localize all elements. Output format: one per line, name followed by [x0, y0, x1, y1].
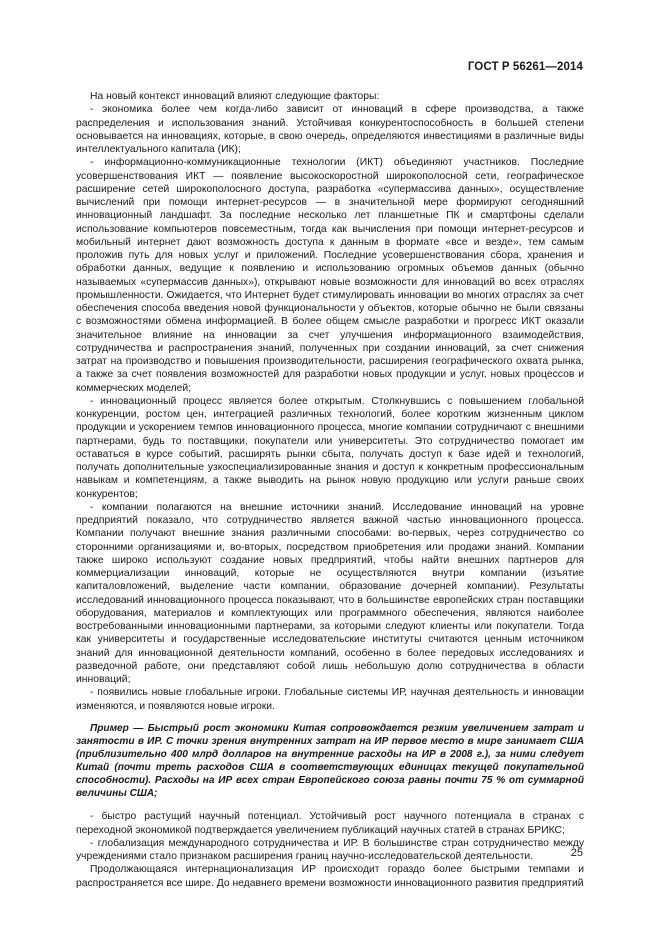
list-item-scientific-potential: - быстро растущий научный потенциал. Устойчивый рост научного потенциала в странах с переходной экономикой подтверждается увеличением публикаций научных статей в странах БРИКС; [76, 811, 584, 836]
list-item-economy: - экономика более чем когда-либо зависит от инноваций в сфере производства, а также распределения и использования знаний. Устойчивая конкурентоспособность в большей степени основывается на инновациях, которые, в свою очередь, определяются инвестициями в различные виды интеллектуального капитала (ИК); [76, 104, 584, 155]
closing-paragraph: Продолжающаяся интернационализация ИР происходит гораздо более быстрыми темпами и распространяется все шире. До недавнего времени возможности инновационного развития предприятий [76, 864, 584, 889]
example-note: Пример — Быстрый рост экономики Китая сопровождается резким увеличением затрат и занятости в ИР. С точки зрения внутренних затрат на ИР первое место в мире занимает США (приблизительно 400 млрд долларов на внутренние расходы на ИР в 2008 г.), за ними следует Китай (почти треть расходов США в соответствующих единицах текущей покупательной способности). Расходы на ИР всех стран Европейского союза равны почти 75 % от суммарной величины США; [76, 722, 584, 800]
intro-paragraph: На новый контекст инноваций влияют следующие факторы: [90, 91, 380, 102]
page-number: 25 [570, 847, 583, 859]
list-item-new-global-players: - появились новые глобальные игроки. Глобальные системы ИР, научная деятельность и инновации изменяются, и появляются новые игроки. [76, 687, 584, 712]
list-item-external-knowledge: - компании полагаются на внешние источники знаний. Исследование инноваций на уровне предприятий показало, что сотрудничество является важной частью инновационного процесса. Компании получают внешние знания различными способами: во-первых, через сотрудничество со сторонними организациями и, во-вторых, посредством приобретения или продажи знаний. Компании также широко используют создание новых предприятий, чтобы найти внешних партнеров для коммерциализации инноваций, которые не осуществляются внутри компании (изъятие капиталовложений, выделение части компании, образование дочерней компании). Результаты исследований инновационного процесса показывают, что в большинстве европейских стран поставщики оборудования, материалов и комплектующих или программного обеспечения, являются наиболее востребованными инновационными партнерами, за которыми следуют клиенты или покупатели. Тогда как университеты и государственные исследовательские институты считаются ценным источником знаний для инновационной деятельности компаний, особенно в более передовых исследованиях и разведочной работе, они представляют собой лишь небольшую долю сотрудничества в области инноваций; [76, 501, 584, 685]
list-item-open-innovation: - инновационный процесс является более открытым. Столкнувшись с повышением глобальной конкуренции, ростом цен, интеграцией различных технологий, более коротким жизненным циклом продукции и ускорением темпов инновационного процесса, многие компании сотрудничают с внешними партнерами, будь то поставщики, покупатели или университеты. Это сотрудничество помогает им оставаться в курсе событий, расширять рынки сбыта, получать доступ к базе идей и технологий, получать дополнительные узкоспециализированные знания и доступ к конкретным профессиональным навыкам и компетенциям, а также выводить на рынок новую продукцию или услуги раньше своих конкурентов; [76, 395, 584, 500]
standard-code-header: ГОСТ Р 56261—2014 [467, 61, 583, 73]
list-item-ict: - информационно-коммуникационные технологии (ИКТ) объединяют участников. Последние усовершенствования ИКТ — появление высокоскоростной широкополосной сети, географическое расширение сетей широкополосного доступа, разработка «супермассива данных», осуществление вычислений при помощи интернет-ресурсов — в значительной мере формируют сегодняшний инновационный ландшафт. За последние несколько лет планшетные ПК и смартфоны сделали использование компьютеров повсеместным, тогда как вычисления при помощи интернет-ресурсов и мобильный интернет дают возможность доступа к данным в формате «все и везде», тем самым проложив путь для новых услуг и приложений. Последние усовершенствования сбора, хранения и обработки данных, ведущие к появлению и использованию огромных объемов данных (обычно называемых «супермассив данных»), открывают новые возможности для инноваций во всех отраслях промышленности. Ожидается, что Интернет будет стимулировать инновации во многих отраслях за счет обеспечения способа введения новой функциональности у объектов, которые обычно не были связаны с возможностями обмена информацией. В более общем смысле разработки и прогресс ИКТ оказали значительное влияние на инновации за счет улучшения информационного взаимодействия, сотрудничества и распространения знаний, полученных при создании инноваций, за счет снижения затрат на производство и повышения производительности, расширения географического охвата рынка, а также за счет появления возможностей для разработки новых продукции и услуг, новых процессов и коммерческих моделей; [76, 157, 584, 394]
list-item-globalization: - глобализация международного сотрудничества и ИР. В большинстве стран сотрудничество между учреждениями стало признаком расширения границ научно-исследовательской деятельности. [76, 837, 584, 863]
document-body [76, 90, 584, 890]
